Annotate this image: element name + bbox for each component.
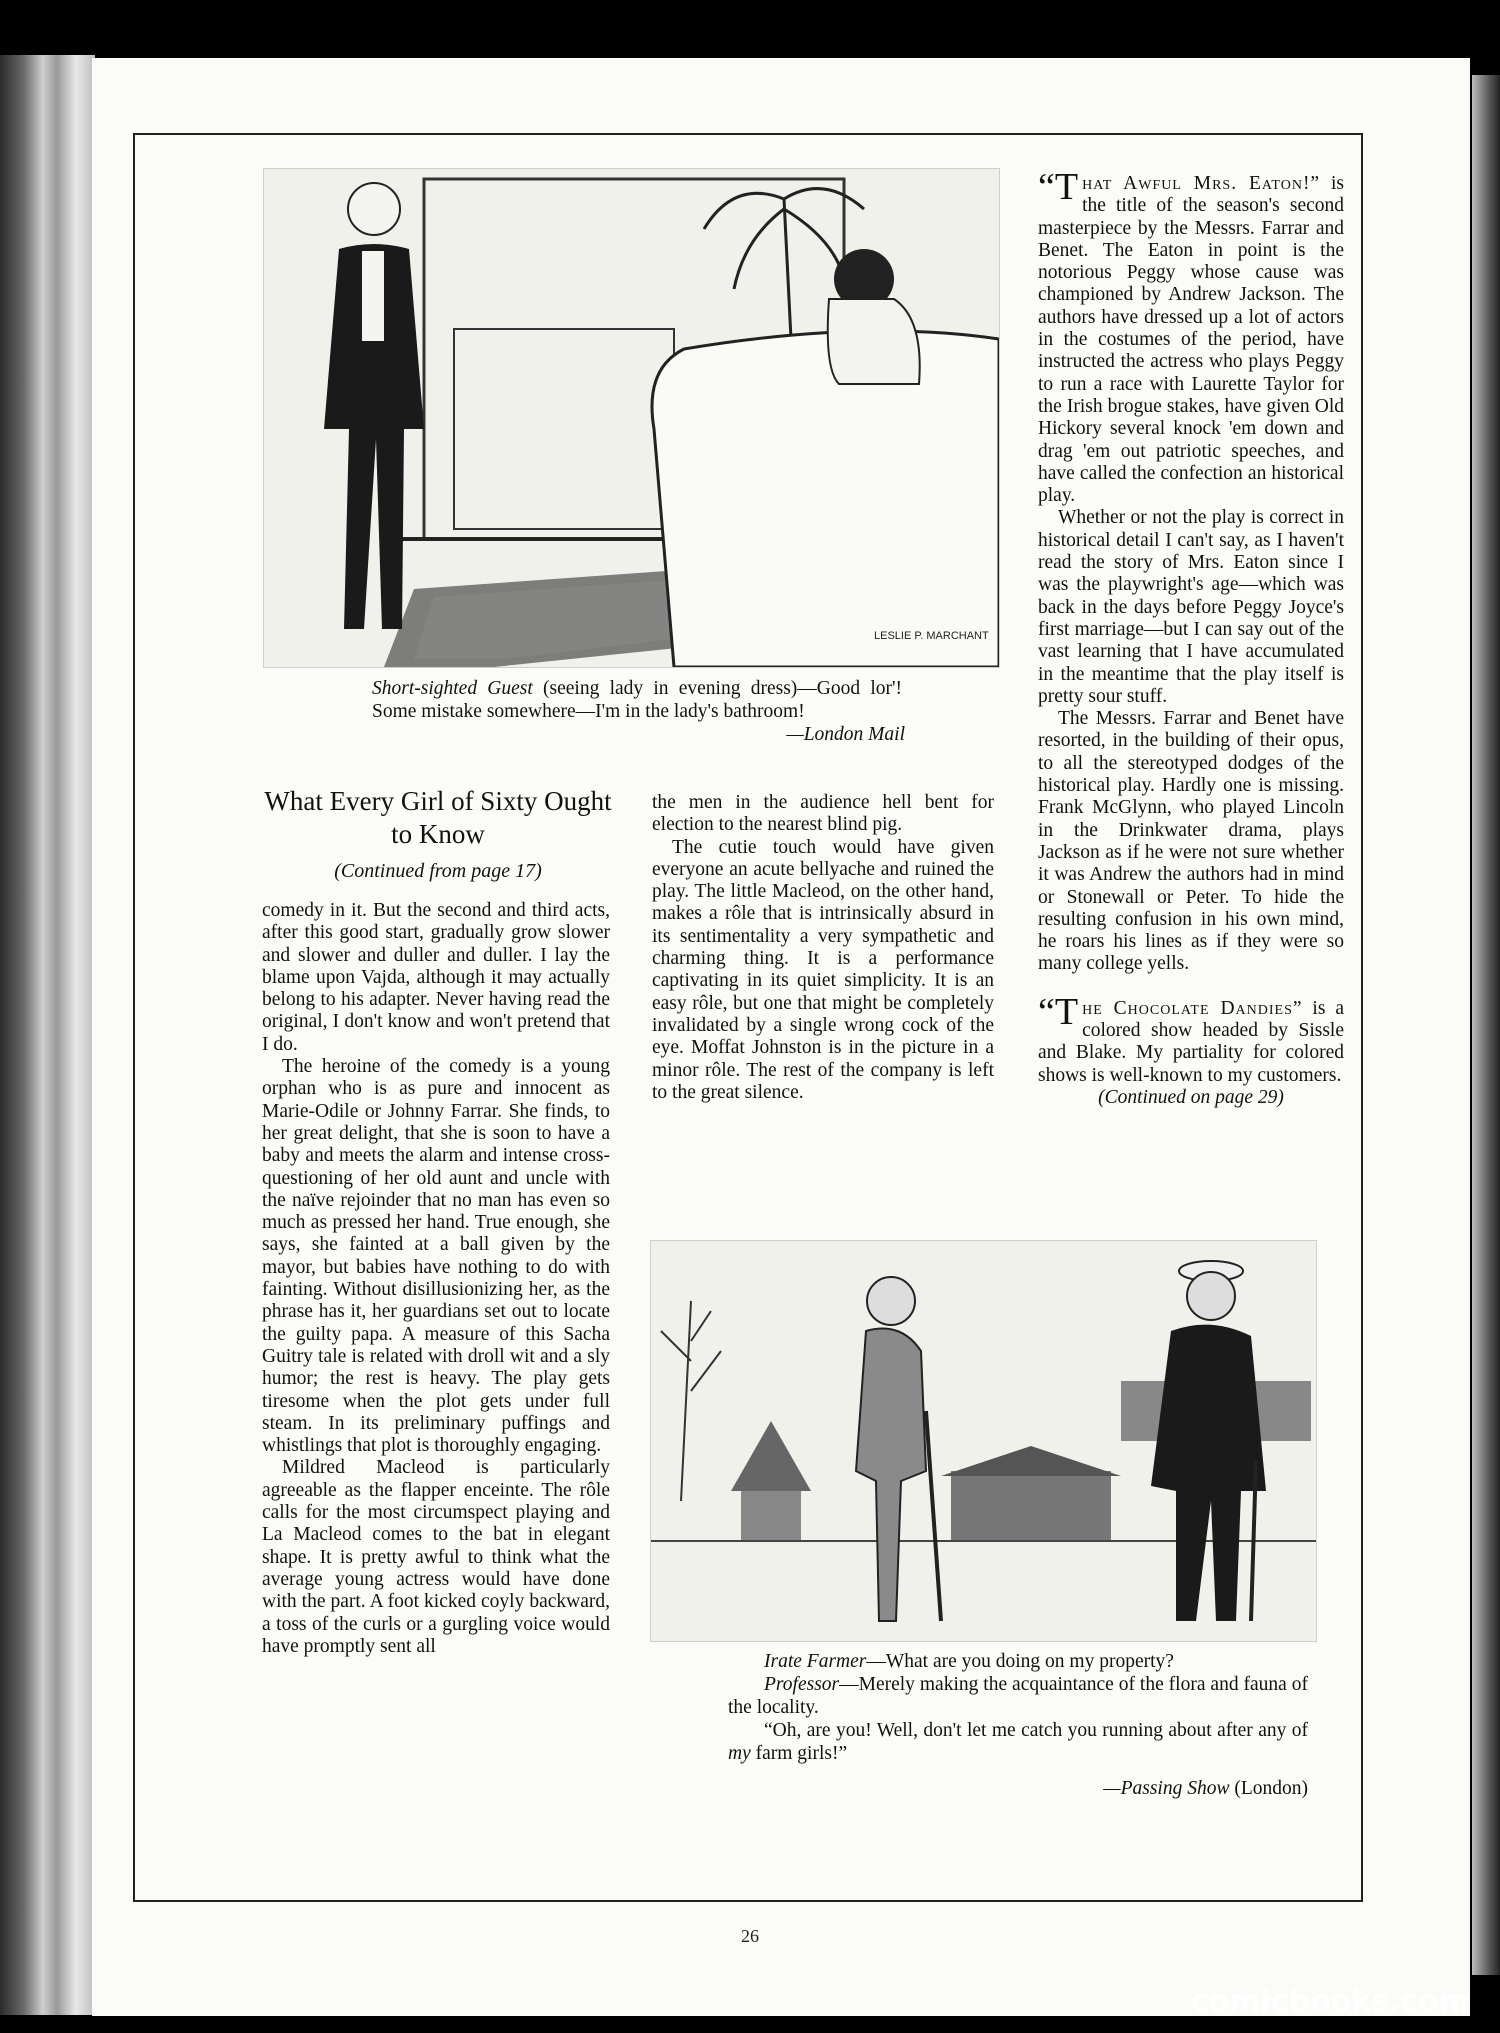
dandies-smallcaps: he Chocolate Dandies” xyxy=(1082,997,1303,1019)
col1-paragraph-2: The heroine of the comedy is a young orphan who is as pure and innocent as Marie-Odile or Johnny Farrar. She finds, to her great delight, that she is soon to have a baby and meets the alarm and intense cross-questioning of her old aunt and uncle with the naïve rejoinder that no man has even so much as pressed her hand. True enough, she says, she fainted at a ball given by the mayor, but babies have nothing to do with fainting. Without disillusionizing her, as the phrase has it, her guardians set out to locate the guilty papa. A measure of this Sacha Guitry tale is related with droll wit and a sly humor; the rest is heavy. The play gets tiresome when the plot gets under full steam. In its preliminary puffings and whistlings that plot is thoroughly engaging. xyxy=(262,1056,610,1457)
book-left-edge xyxy=(0,55,95,2015)
dandies-text: is a colored show headed by Sissle and Blake. My partiality for colored shows is well-known to my customers. xyxy=(1038,997,1344,1086)
cartoon2-source xyxy=(728,1777,1308,1800)
reply-text-post: farm girls!” xyxy=(750,1743,848,1764)
eaton-text: is the title of the season's second masterpiece by the Messrs. Farrar and Benet. The Eaton in point is the notorious Peggy whose cause was championed by Andrew Jackson. The authors have dressed up a lot of actors in the costumes of the period, have instructed the actress who plays Peggy to run a race with Laurette Taylor for the Irish brogue stakes, have given Old Hickory several knock 'em down and drag 'em out patriotic speeches, and have called the confection an historical play. xyxy=(1038,173,1344,507)
article-column-2 xyxy=(652,792,994,1104)
site-watermark: comicbooks.com xyxy=(1190,1984,1470,2019)
cartoon-farmer-illustration xyxy=(650,1240,1317,1642)
col1-paragraph-1: comedy in it. But the second and third acts, after this good start, gradually grow slower and slower and duller and duller. I lay the blame upon Vajda, although it may actually belong to his adapter. Never having read the original, I don't know and won't pretend that I do. xyxy=(262,900,610,1055)
farmer-speaker: Irate Farmer xyxy=(764,1651,867,1672)
farmer-reply-line xyxy=(728,1719,1308,1765)
eaton-paragraph xyxy=(1038,166,1344,507)
dandies-paragraph xyxy=(1038,990,1344,1087)
bathroom-cartoon-drawing xyxy=(264,169,999,667)
book-right-edge xyxy=(1472,75,1500,1975)
cartoon2-source-em: —Passing Show xyxy=(1103,1778,1230,1799)
farmer-cartoon-drawing xyxy=(651,1241,1316,1641)
farmer-line xyxy=(728,1650,1308,1673)
eaton-dropcap: “T xyxy=(1038,166,1079,208)
page-number: 26 xyxy=(741,1926,759,1946)
cartoon1-caption-text: (seeing lady in evening dress)—Good lor'! Some mistake somewhere—I'm in the lady's bathroom! xyxy=(372,678,902,722)
cartoon1-caption-speaker: Short-sighted Guest xyxy=(372,678,533,699)
dandies-dropcap: “T xyxy=(1038,990,1079,1033)
cartoon2-source-rest: (London) xyxy=(1229,1778,1308,1799)
col2-paragraph-1: the men in the audience hell bent for election to the nearest blind pig. xyxy=(652,792,994,836)
col3-paragraph-3: The Messrs. Farrar and Benet have resorted, in the building of their opus, to all the stereotyped dodges of the historical play. Hardly one is missing. Frank McGlynn, who played Lincoln in the Drinkwater drama, plays Jackson as if he were not sure whether it was Andrew the authors had in mind or Stonewall or Peter. To hide the resulting confusion in his own mind, he roars his lines as if they were so many college yells. xyxy=(1038,708,1344,975)
cartoon2-caption xyxy=(728,1650,1308,1800)
cartoon1-signature: LESLIE P. MARCHANT xyxy=(874,630,989,642)
professor-speaker: Professor xyxy=(764,1674,840,1695)
reply-text-pre: “Oh, are you! Well, don't let me catch you running about after any of xyxy=(764,1720,1308,1741)
col3-paragraph-2: Whether or not the play is correct in historical detail I can't say, as I haven't read the story of Mrs. Eaton since I was the playwright's age—which was back in the days before Peggy Joyce's first marriage—but I can say out of the vast learning that I have accumulated in the meantime that the play itself is pretty sour stuff. xyxy=(1038,507,1344,707)
col2-paragraph-2: The cutie touch would have given everyone an acute bellyache and ruined the play. The little Macleod, on the other hand, makes a rôle that is intrinsically absurd in its sentimentality a very sympathetic and charming thing. It is a performance captivating in its quiet simplicity. It is an easy rôle, but one that might be completely invalidated by a single wrong cock of the eye. Moffat Johnston is in the picture in a minor rôle. The rest of the company is left to the great silence. xyxy=(652,836,994,1103)
farmer-text: —What are you doing on my property? xyxy=(866,1651,1174,1672)
reply-text-em: my xyxy=(728,1743,751,1764)
continued-from-note: (Continued from page 17) xyxy=(334,860,542,882)
article-column-3 xyxy=(1038,166,1344,1109)
professor-text: —Merely making the acquaintance of the flora and fauna of the locality. xyxy=(728,1674,1308,1718)
cartoon1-source: —London Mail xyxy=(786,724,905,745)
professor-line xyxy=(728,1673,1308,1719)
cartoon-bathroom-illustration xyxy=(263,168,1000,668)
cartoon1-caption xyxy=(372,677,902,723)
col1-paragraph-3: Mildred Macleod is particularly agreeable as the flapper enceinte. The rôle calls for the most circumspect playing and La Macleod comes to the bat in elegant shape. It is pretty awful to think what the average young actress would have done with the part. A foot kicked coyly backward, a toss of the curls or a gurgling voice would have promptly sent all xyxy=(262,1457,610,1657)
eaton-smallcaps: hat Awful Mrs. Eaton!” xyxy=(1082,173,1321,194)
article-column-1 xyxy=(262,900,610,1658)
article-title: What Every Girl of Sixty Ought to Know xyxy=(264,786,612,849)
continued-on-note: (Continued on page 29) xyxy=(1098,1086,1284,1108)
